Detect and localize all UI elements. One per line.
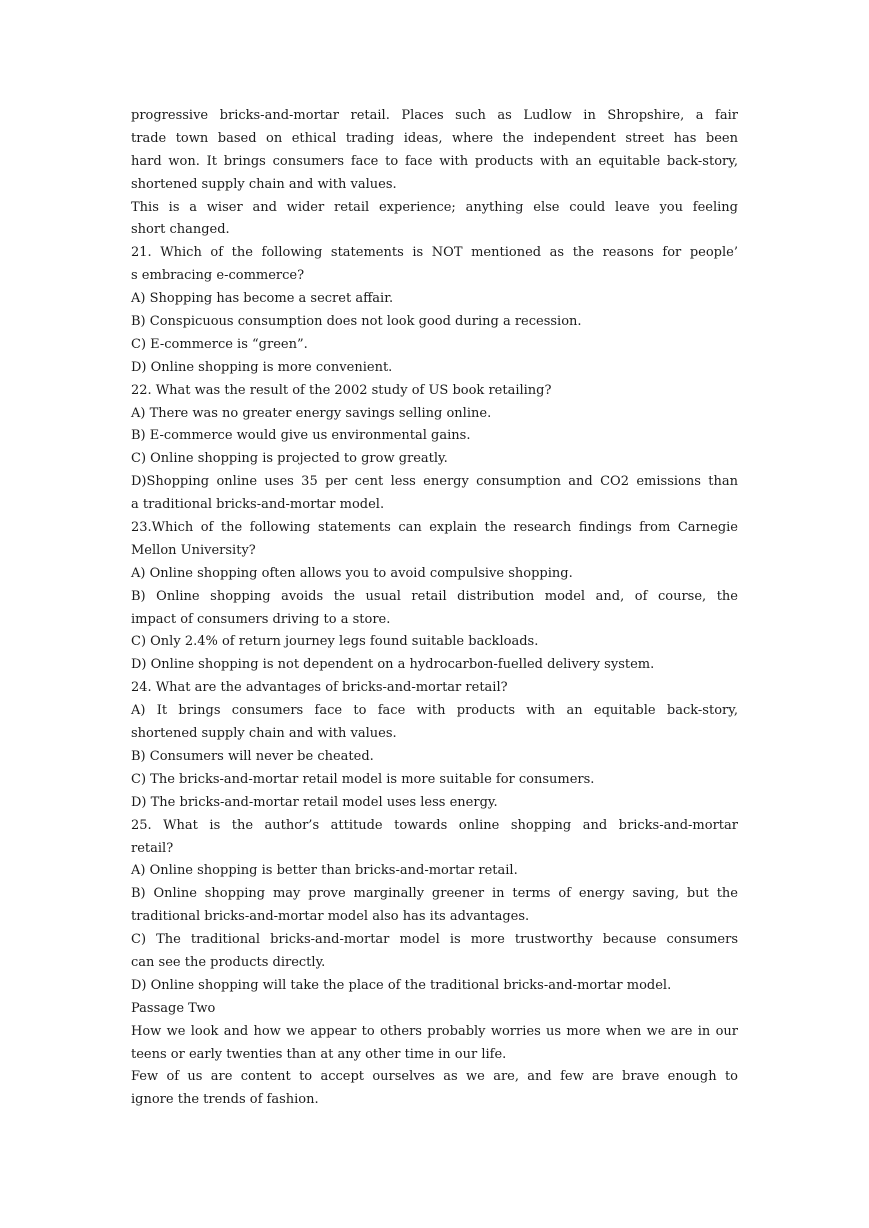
text-line: C) Only 2.4% of return journey legs found suitable backloads.	[131, 634, 539, 650]
text-line: a traditional bricks-and-mortar model.	[131, 497, 385, 513]
text-line: shortened supply chain and with values.	[131, 726, 397, 742]
text-line: D) Online shopping is not dependent on a hydrocarbon-fuelled delivery system.	[131, 657, 655, 673]
text-line: 22. What was the result of the 2002 study of US book retailing?	[131, 382, 552, 398]
text-line: C) E-commerce is “green”.	[131, 336, 308, 352]
text-line: A) There was no greater energy savings selling online.	[131, 405, 492, 421]
text-line: D) Online shopping is more convenient.	[131, 359, 393, 375]
text-line: Few of us are content to accept ourselves as we are, and few are brave enough to	[131, 1069, 738, 1085]
text-line: How we look and how we appear to others probably worries us more when we are in our	[131, 1023, 738, 1039]
text-line: shortened supply chain and with values.	[131, 176, 397, 192]
text-line: C) The traditional bricks-and-mortar model is more trustworthy because consumers	[131, 932, 738, 948]
text-line: s embracing e-commerce?	[131, 268, 305, 284]
text-line: C) Online shopping is projected to grow greatly.	[131, 451, 448, 467]
text-line: A) Online shopping often allows you to avoid compulsive shopping.	[131, 565, 573, 581]
text-line: B) E-commerce would give us environmental gains.	[131, 428, 471, 444]
document-page	[131, 105, 738, 1112]
text-line: can see the products directly.	[131, 954, 326, 970]
text-line: A) Shopping has become a secret affair.	[131, 291, 394, 307]
text-line: 24. What are the advantages of bricks-and-mortar retail?	[131, 680, 508, 696]
text-line: teens or early twenties than at any other time in our life.	[131, 1046, 507, 1062]
text-line: short changed.	[131, 222, 230, 238]
text-line: retail?	[131, 840, 174, 856]
text-line: A) It brings consumers face to face with products with an equitable back-story,	[131, 703, 738, 719]
text-line: Mellon University?	[131, 542, 256, 558]
text-line: hard won. It brings consumers face to face with products with an equitable back-story,	[131, 153, 738, 169]
text-line: D) Online shopping will take the place of the traditional bricks-and-mortar model.	[131, 977, 672, 993]
text-line: B) Online shopping avoids the usual retail distribution model and, of course, the	[131, 588, 738, 604]
text-line: D)Shopping online uses 35 per cent less energy consumption and CO2 emissions than	[131, 474, 738, 490]
text-line: 21. Which of the following statements is NOT mentioned as the reasons for people’	[131, 245, 738, 261]
text-line: trade town based on ethical trading ideas, where the independent street has been	[131, 130, 738, 146]
text-line: progressive bricks-and-mortar retail. Places such as Ludlow in Shropshire, a fair	[131, 108, 738, 123]
text-line: A) Online shopping is better than bricks-and-mortar retail.	[131, 863, 518, 879]
text-line: B) Conspicuous consumption does not look good during a recession.	[131, 314, 582, 330]
text-line: impact of consumers driving to a store.	[131, 611, 391, 627]
text-line: ignore the trends of fashion.	[131, 1092, 319, 1108]
text-line: This is a wiser and wider retail experience; anything else could leave you feeling	[131, 199, 738, 215]
text-line: 25. What is the author’s attitude towards online shopping and bricks-and-mortar	[131, 817, 738, 833]
text-line: C) The bricks-and-mortar retail model is more suitable for consumers.	[131, 771, 595, 787]
text-line: Passage Two	[131, 1000, 216, 1016]
text-line: B) Consumers will never be cheated.	[131, 748, 374, 764]
text-line: traditional bricks-and-mortar model also has its advantages.	[131, 909, 530, 925]
text-line: D) The bricks-and-mortar retail model uses less energy.	[131, 794, 498, 810]
text-line: B) Online shopping may prove marginally greener in terms of energy saving, but the	[131, 886, 738, 902]
text-line: 23.Which of the following statements can explain the research findings from Carnegie	[131, 520, 738, 536]
